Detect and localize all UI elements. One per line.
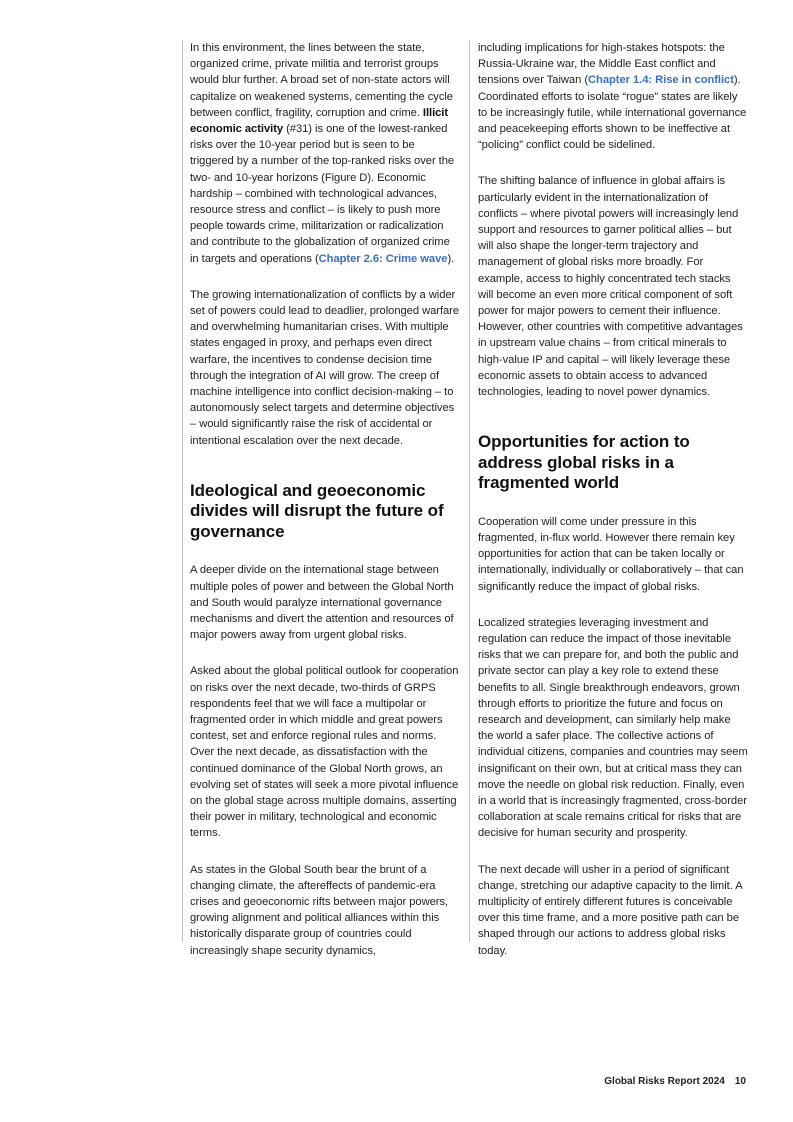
link-chapter-rise-in-conflict[interactable]: Chapter 1.4: Rise in conflict <box>588 74 734 87</box>
section-heading-ideological-divides: Ideological and geoeconomic divides will disrupt the future of governance <box>190 480 444 541</box>
left-column <box>190 40 460 979</box>
paragraph-next-decade: The next decade will usher in a period of significant change, stretching our adaptive capacity to the limit. A multiplicity of entirely different futures is conceivable over this time frame, and a more positive path can be shaped through our actions to address global risks today. <box>478 863 742 957</box>
page-number: 10 <box>734 1076 746 1087</box>
text-span: In this environment, the lines between the state, organized crime, private militia and terrorist groups would blur further. A broad set of non-state actors will capitalize on weakened systems, cementing the cycle between conflict, fragility, corruption and crime. <box>190 42 453 119</box>
report-title: Global Risks Report 2024 <box>604 1076 725 1087</box>
paragraph-cooperation: Cooperation will come under pressure in this fragmented, in-flux world. However there remain key opportunities for action that can be taken locally or internationally, individually or collaboratively – that can significantly reduce the impact of global risks. <box>478 515 744 593</box>
paragraph-political-outlook: Asked about the global political outlook for cooperation on risks over the next decade, two-thirds of GRPS respondents feel that we will face a multipolar or fragmented order in which middle and great powers contest, set and enforce regional rules and norms. Over the next decade, as dissatisfaction with the continued dominance of the Global North grows, an evolving set of states will seek a more pivotal influence on the global stage across multiple domains, asserting their power in military, technological and economic terms. <box>190 665 459 840</box>
link-chapter-crime-wave[interactable]: Chapter 2.6: Crime wave <box>318 252 448 265</box>
column-divider-left <box>182 40 183 942</box>
right-column <box>478 40 748 979</box>
bold-term-illicit-economic-activity: Illicit economic activity <box>190 106 449 136</box>
paragraph-localized-strategies: Localized strategies leveraging investment and regulation can reduce the impact of those inevitable risks that we can prepare for, and both the public and private sector can play a key role to extend these benefits to all. Single breakthrough endeavors, grown through efforts to prioritize the future and focus on research and development, can similarly help make the world a safer place. The collective actions of individual citizens, companies and countries may seem insignificant on their own, but at critical mass they can move the needle on global risk reduction. Finally, even in a world that is increasingly fragmented, cross-border collaboration at scale remains critical for risks that are decisive for human security and prosperity. <box>478 616 748 840</box>
page-footer <box>560 1076 746 1087</box>
paragraph-internationalization: The growing internationalization of conflicts by a wider set of powers could lead to deadlier, prolonged warfare and overwhelming humanitarian crises. With multiple states engaged in proxy, and perhaps even direct warfare, the incentives to condense decision time through the integration of AI will grow. The creep of machine intelligence into conflict decision-making – to autonomously select targets and determine objectives – would significantly raise the risk of accidental or intentional escalation over the next decade. <box>190 288 460 447</box>
column-divider-right <box>469 40 470 942</box>
paragraph-shifting-balance: The shifting balance of influence in global affairs is particularly evident in the internationalization of conflicts – where pivotal powers will increasingly lend support and resources to garner political allies – but will also shape the longer-term trajectory and management of global risks more broadly. For example, access to highly concentrated tech stacks will become an even more critical component of soft power for major powers to cement their influence. However, other countries with competitive advantages in upstream value chains – from critical minerals to high-value IP and capital – will likely leverage these economic assets to obtain access to advanced technologies, leading to novel power dynamics. <box>478 175 743 399</box>
text-span: (#31) is one of the lowest-ranked risks over the 10-year period but is seen to be triggered by a number of the top-ranked risks over the two- and 10-year horizons (Figure D). Economic hardship – combined with technological advances, resource stress and conflict – is likely to push more people towards crime, militarization or radicalization and contribute to the globalization of organized crime in targets and operations ( <box>190 123 455 265</box>
section-heading-opportunities: Opportunities for action to address global risks in a fragmented world <box>478 432 690 493</box>
text-span: including implications for high-stakes hotspots: the Russia-Ukraine war, the Middle East conflict and tensions over Taiwan ( <box>478 42 725 87</box>
paragraph-global-south: As states in the Global South bear the brunt of a changing climate, the aftereffects of pandemic-era crises and geoeconomic rifts between major powers, growing alignment and political alliances within this historically disparate group of countries could increasingly shape security dynamics, <box>190 863 449 957</box>
paragraph-state-crime <box>190 40 460 267</box>
text-span: ). Coordinated efforts to isolate “rogue” states are likely to be increasingly futile, while international governance and peacekeeping efforts shown to be ineffective at “policing” conflict could be sidelined. <box>478 74 747 152</box>
text-span: ). <box>447 252 455 265</box>
paragraph-deeper-divide: A deeper divide on the international stage between multiple poles of power and between the Global North and South would paralyze international governance mechanisms and divert the attention and resources of major powers away from urgent global risks. <box>190 564 454 642</box>
paragraph-hotspots <box>478 40 748 153</box>
